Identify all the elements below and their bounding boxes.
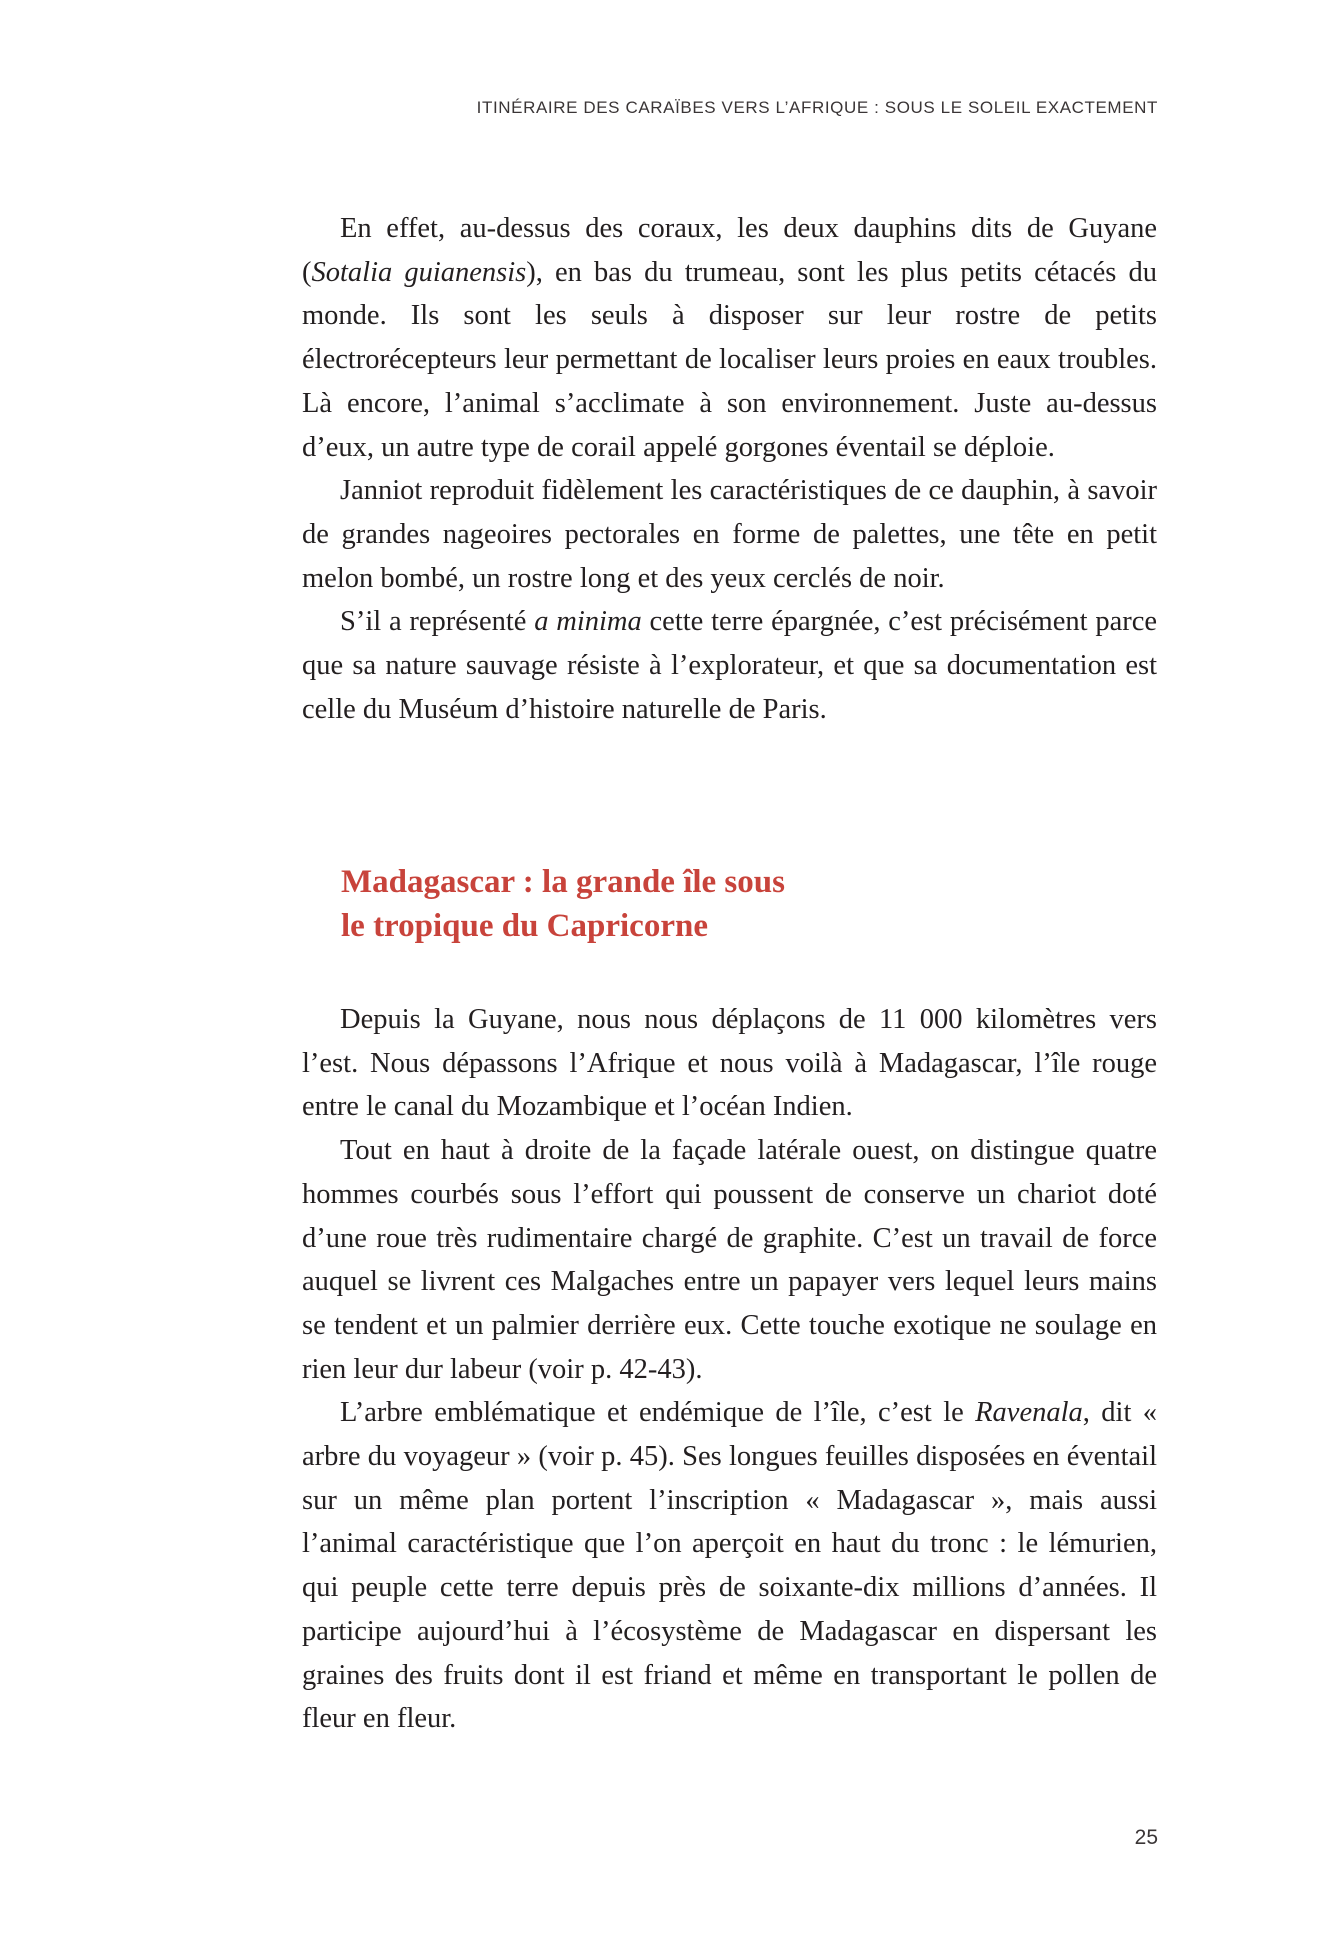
text-segment: En effet, au-dessus des coraux, les deux dauphins dits de Guyane ( (302, 213, 1157, 288)
section-heading-line-1: Madagascar : la grande île sous (341, 864, 785, 900)
text-segment: , dit « arbre du voyageur » (voir p. 45). Ses longues feuilles disposées en éventail sur un même plan portent l’inscription « Madagascar », mais aussi l’animal caractéristique que l’on aperçoit en haut du tronc : le lémurien, qui peuple cette terre depuis près de soixante-dix millions d’années. Il participe aujourd’hui à l’écosystème de Madagascar en dispersant les graines des fruits dont il est friand et même en transportant le pollen de fleur en fleur. (302, 1397, 1157, 1735)
body-text-section-2 (302, 998, 1157, 1741)
running-header: ITINÉRAIRE DES CARAÏBES VERS L’AFRIQUE : SOUS LE SOLEIL EXACTEMENT (476, 98, 1158, 117)
text-segment: Tout en haut à droite de la façade latérale ouest, on distingue quatre hommes courbés sous l’effort qui poussent de conserve un chariot doté d’une roue très rudimentaire chargé de graphite. C’est un travail de force auquel se livrent ces Malgaches entre un papayer vers lequel leurs mains se tendent et un palmier derrière eux. Cette touche exotique ne soulage en rien leur dur labeur (voir p. 42-43). (302, 1135, 1157, 1385)
paragraph (302, 469, 1157, 600)
paragraph (302, 207, 1157, 469)
body-text-section-1 (302, 207, 1157, 731)
italic-species-name: Sotalia guianensis (311, 256, 527, 288)
text-segment: Janniot reproduit fidèlement les caractéristiques de ce dauphin, à savoir de grandes nageoires pectorales en forme de palettes, une tête en petit melon bombé, un rostre long et des yeux cerclés de noir. (302, 475, 1157, 594)
text-segment: S’il a représenté (340, 606, 535, 638)
text-segment: Depuis la Guyane, nous nous déplaçons de 11 000 kilomètres vers l’est. Nous dépassons l’Afrique et nous voilà à Madagascar, l’île rouge entre le canal du Mozambique et l’océan Indien. (302, 1004, 1157, 1123)
paragraph (302, 1129, 1157, 1391)
text-segment: ), en bas du trumeau, sont les plus petits cétacés du monde. Ils sont les seuls à disposer sur leur rostre de petits électrorécepteurs leur permettant de localiser leurs proies en eaux troubles. Là encore, l’animal s’acclimate à son environnement. Juste au-dessus d’eux, un autre type de corail appelé gorgones éventail se déploie. (302, 256, 1157, 463)
section-heading (341, 860, 785, 948)
paragraph (302, 600, 1157, 731)
page-number: 25 (1134, 1826, 1158, 1849)
paragraph (302, 1391, 1157, 1741)
section-heading-line-2: le tropique du Capricorne (341, 908, 708, 944)
text-segment: cette terre épargnée, c’est précisément parce que sa nature sauvage résiste à l’explorateur, et que sa documentation est celle du Muséum d’histoire naturelle de Paris. (302, 606, 1158, 725)
text-segment: L’arbre emblématique et endémique de l’île, c’est le (340, 1397, 976, 1429)
italic-tree-name: Ravenala (975, 1397, 1083, 1429)
italic-phrase: a minima (534, 606, 642, 638)
paragraph (302, 998, 1157, 1129)
